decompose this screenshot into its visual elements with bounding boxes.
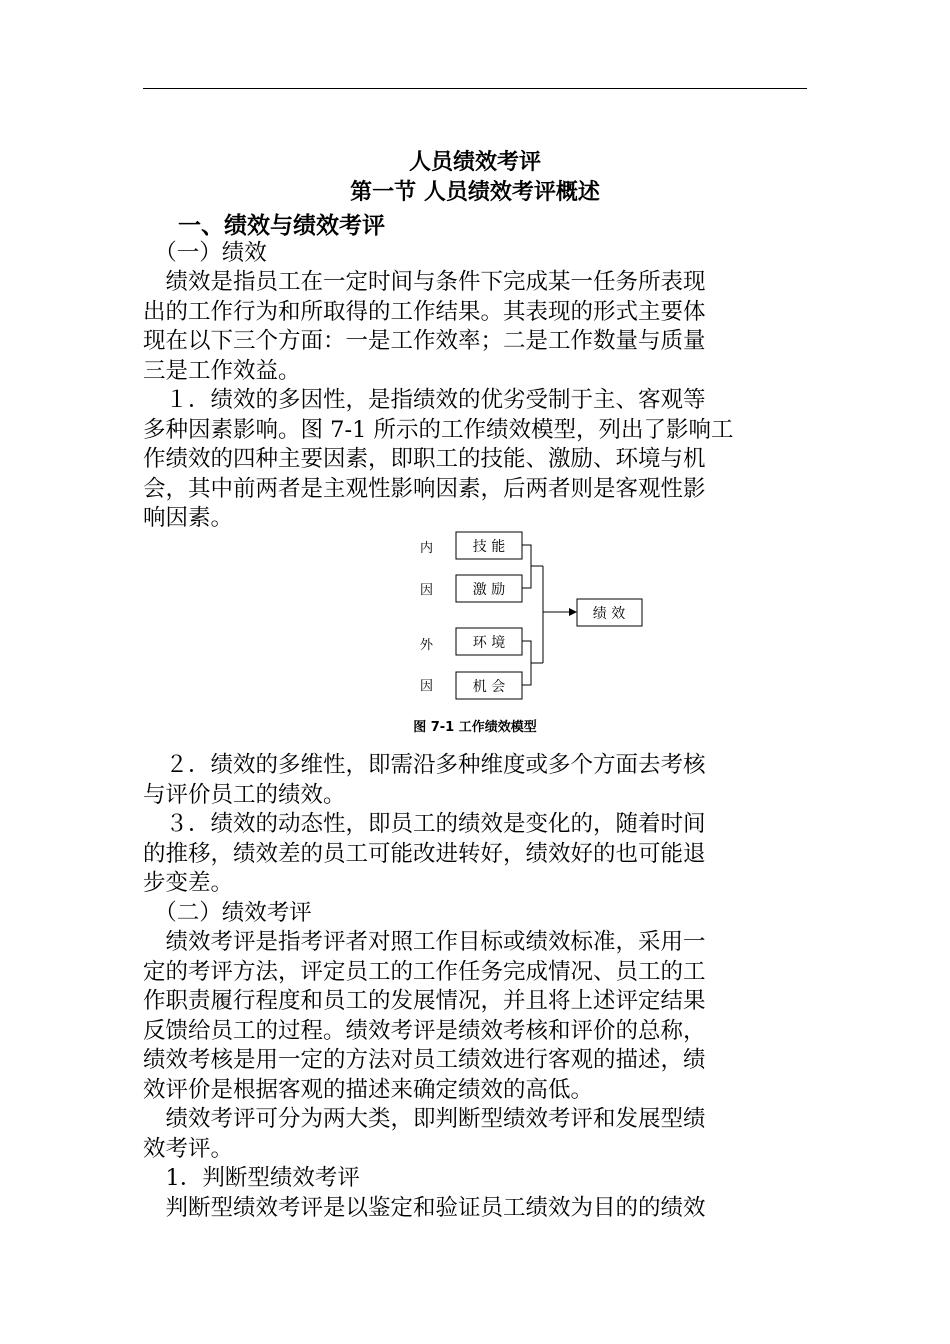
figure-caption: 图 7-1 工作绩效模型 bbox=[413, 720, 537, 735]
text-line: 作绩效的四种主要因素，即职工的技能、激励、环境与机 bbox=[143, 446, 706, 472]
text-line: 效评价是根据客观的描述来确定绩效的高低。 bbox=[143, 1077, 594, 1103]
arrow-head-icon bbox=[569, 608, 577, 616]
text-line: ２．绩效的多维性，即需沿多种维度或多个方面去考核 bbox=[143, 752, 706, 778]
work-performance-model-figure bbox=[400, 522, 660, 742]
bracket-internal bbox=[522, 545, 531, 588]
label-internal-2: 因 bbox=[420, 583, 434, 598]
document-title: 人员绩效考评 bbox=[408, 150, 541, 175]
label-internal-1: 内 bbox=[420, 541, 434, 556]
text-line: 绩效考核是用一定的方法对员工绩效进行客观的描述，绩 bbox=[143, 1047, 706, 1073]
text-line: 绩效考评可分为两大类，即判断型绩效考评和发展型绩 bbox=[143, 1106, 706, 1132]
text-line: 反馈给员工的过程。绩效考评是绩效考核和评价的总称， bbox=[143, 1018, 706, 1044]
label-external-2: 因 bbox=[420, 679, 434, 694]
text-line: 出的工作行为和所取得的工作结果。其表现的形式主要体 bbox=[143, 299, 706, 325]
text-line: 与评价员工的绩效。 bbox=[143, 782, 346, 808]
text-line: 步变差。 bbox=[143, 870, 234, 896]
text-line: 1．判断型绩效考评 bbox=[143, 1165, 360, 1191]
heading-1: 一、绩效与绩效考评 bbox=[178, 213, 385, 239]
box-result-label: 绩 效 bbox=[592, 606, 626, 622]
text-line: １．绩效的多因性，是指绩效的优劣受制于主、客观等 bbox=[143, 387, 706, 413]
box-environment-label: 环 境 bbox=[472, 635, 506, 651]
text-line: 效考评。 bbox=[143, 1136, 234, 1162]
box-opportunity-label: 机 会 bbox=[472, 679, 506, 695]
text-line: ３．绩效的动态性，即员工的绩效是变化的，随着时间 bbox=[143, 811, 706, 837]
header-rule bbox=[143, 88, 807, 89]
text-line: 多种因素影响。图 7-1 所示的工作绩效模型，列出了影响工 bbox=[143, 417, 734, 443]
text-line: 现在以下三个方面：一是工作效率；二是工作数量与质量 bbox=[143, 328, 706, 354]
bracket-external bbox=[522, 641, 531, 685]
text-line: 定的考评方法，评定员工的工作任务完成情况、员工的工 bbox=[143, 959, 706, 985]
text-line: （一）绩效 bbox=[143, 240, 267, 266]
text-line: 三是工作效益。 bbox=[143, 358, 301, 384]
text-line: 响因素。 bbox=[143, 505, 234, 531]
label-external-1: 外 bbox=[420, 638, 434, 653]
box-motivation-label: 激 励 bbox=[472, 582, 506, 598]
section-title: 第一节 人员绩效考评概述 bbox=[350, 180, 600, 205]
text-line: 绩效是指员工在一定时间与条件下完成某一任务所表现 bbox=[143, 269, 706, 295]
box-skill-label: 技 能 bbox=[472, 539, 506, 555]
text-line: （二）绩效考评 bbox=[143, 900, 312, 926]
text-line: 的推移，绩效差的员工可能改进转好，绩效好的也可能退 bbox=[143, 841, 706, 867]
text-line: 作职责履行程度和员工的发展情况，并且将上述评定结果 bbox=[143, 988, 706, 1014]
text-line: 绩效考评是指考评者对照工作目标或绩效标准，采用一 bbox=[143, 929, 706, 955]
text-line: 判断型绩效考评是以鉴定和验证员工绩效为目的的绩效 bbox=[143, 1195, 706, 1221]
text-line: 会，其中前两者是主观性影响因素，后两者则是客观性影 bbox=[143, 476, 706, 502]
